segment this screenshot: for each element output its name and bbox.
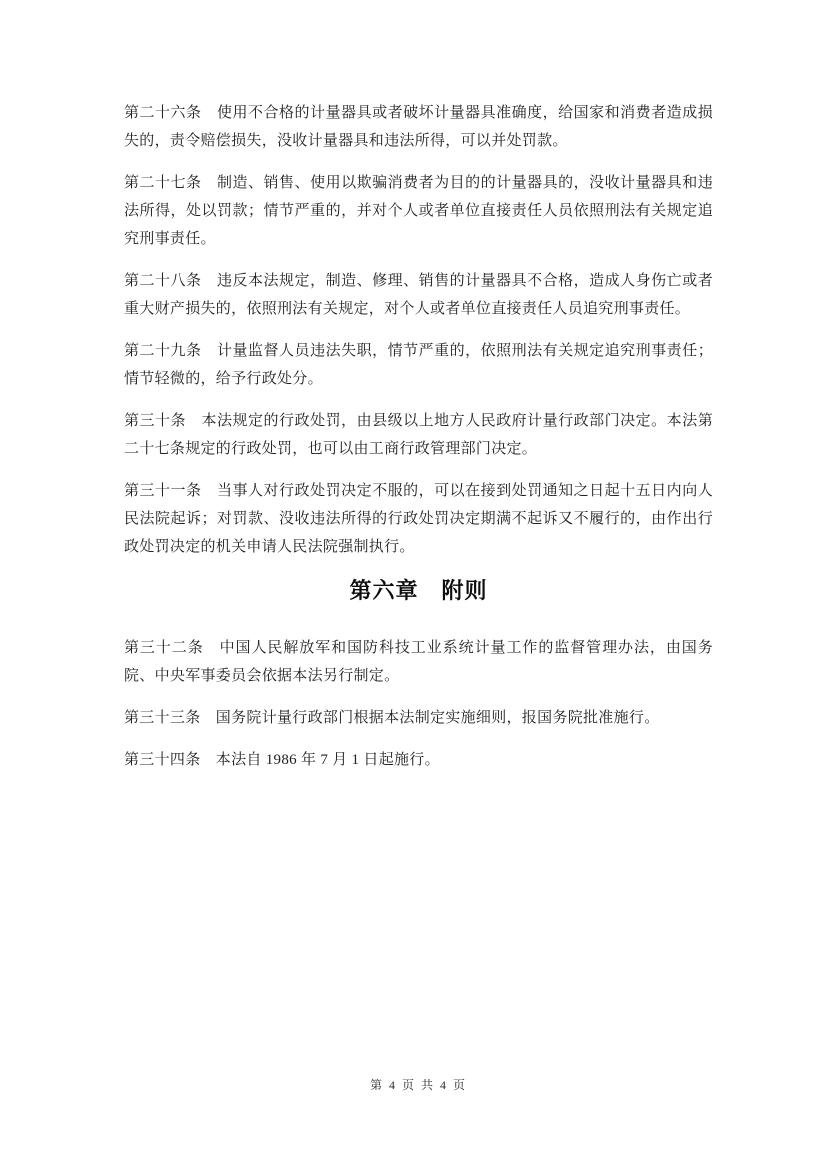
article-paragraph-34: 第三十四条 本法自 1986 年 7 月 1 日起施行。: [124, 752, 440, 768]
document-body: [124, 99, 713, 788]
article-paragraph-30: 第三十条 本法规定的行政处罚，由县级以上地方人民政府计量行政部门决定。本法第二十七条规定的行政处罚，也可以由工商行政管理部门决定。: [124, 413, 713, 457]
page-number-footer: 第 4 页 共 4 页: [369, 1078, 467, 1092]
article-paragraph-32: 第三十二条 中国人民解放军和国防科技工业系统计量工作的监督管理办法，由国务院、中央军事委员会依据本法另行制定。: [124, 640, 713, 684]
article-paragraph-26: 第二十六条 使用不合格的计量器具或者破坏计量器具准确度，给国家和消费者造成损失的，责令赔偿损失，没收计量器具和违法所得，可以并处罚款。: [124, 105, 713, 149]
chapter-heading: 第六章 附则: [349, 578, 488, 603]
article-paragraph-29: 第二十九条 计量监督人员违法失职，情节严重的，依照刑法有关规定追究刑事责任；情节轻微的，给予行政处分。: [124, 343, 713, 387]
article-paragraph-28: 第二十八条 违反本法规定，制造、修理、销售的计量器具不合格，造成人身伤亡或者重大财产损失的，依照刑法有关规定，对个人或者单位直接责任人员追究刑事责任。: [124, 273, 713, 317]
article-paragraph-33: 第三十三条 国务院计量行政部门根据本法制定实施细则，报国务院批准施行。: [124, 710, 660, 726]
article-paragraph-31: 第三十一条 当事人对行政处罚决定不服的，可以在接到处罚通知之日起十五日内向人民法院起诉；对罚款、没收违法所得的行政处罚决定期满不起诉又不履行的，由作出行政处罚决定的机关申请人民法院强制执行。: [124, 483, 713, 555]
article-paragraph-27: 第二十七条 制造、销售、使用以欺骗消费者为目的的计量器具的，没收计量器具和违法所得，处以罚款；情节严重的，并对个人或者单位直接责任人员依照刑法有关规定追究刑事责任。: [124, 175, 713, 247]
